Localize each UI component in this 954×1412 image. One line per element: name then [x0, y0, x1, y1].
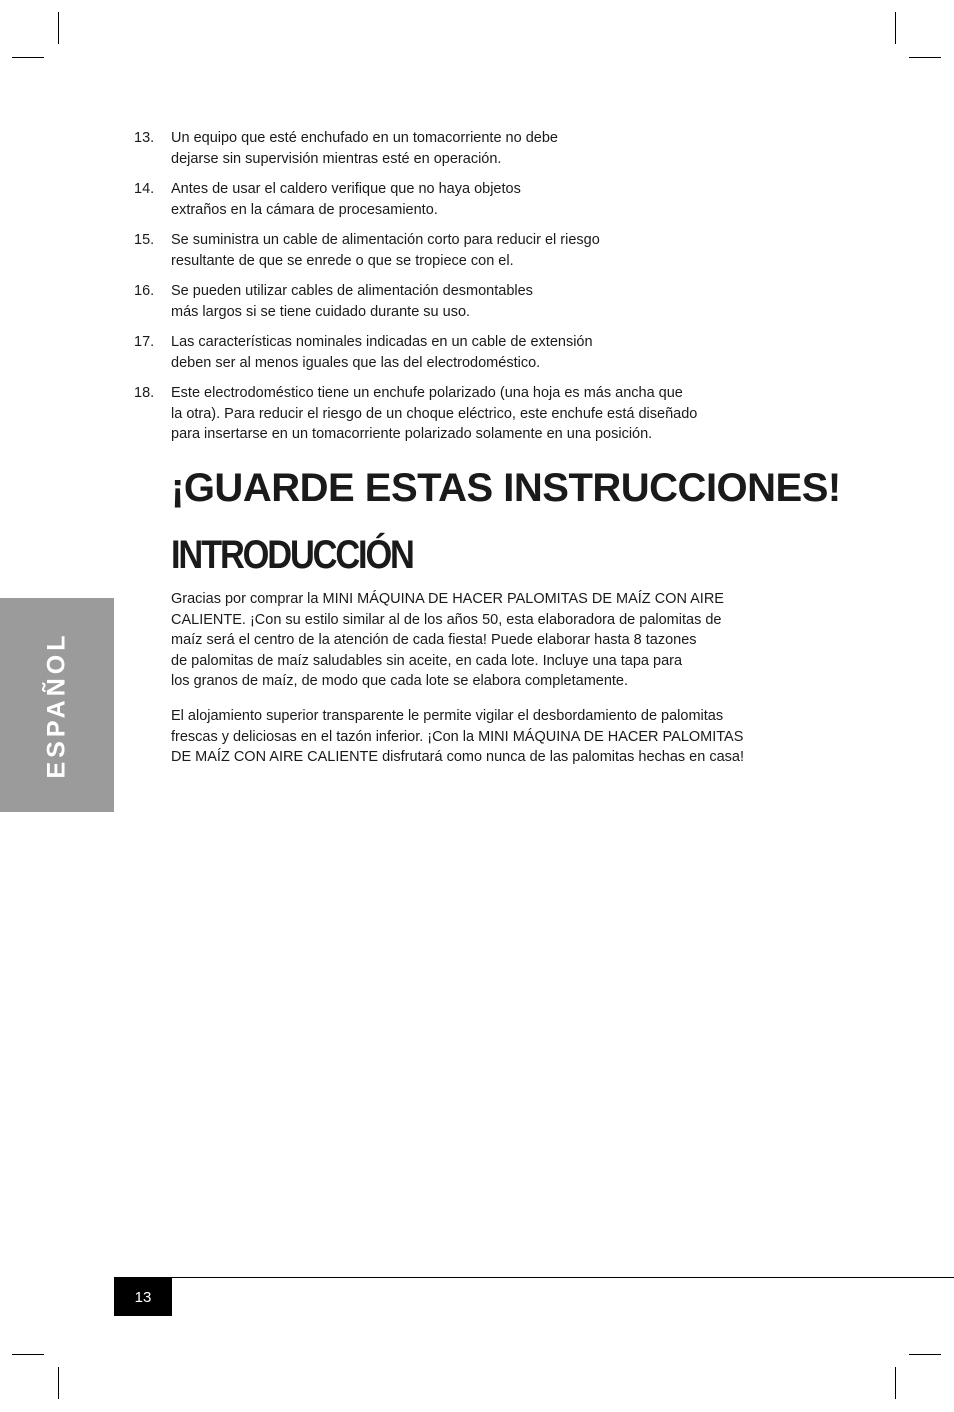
list-item — [134, 179, 774, 220]
save-instructions-heading: ¡GUARDE ESTAS INSTRUCCIONES! — [171, 466, 841, 510]
item-number: 14. — [134, 181, 155, 197]
page-number-box — [114, 1278, 172, 1316]
crop-mark — [12, 57, 44, 58]
item-number: 15. — [134, 232, 155, 248]
item-text: Se suministra un cable de alimentación corto para reducir el riesgo resultante de que se enrede o que se tropiece con el. — [171, 232, 600, 269]
item-number: 16. — [134, 283, 155, 299]
page-number: 13 — [134, 1288, 152, 1306]
list-item — [134, 230, 774, 271]
item-text: Antes de usar el caldero verifique que no haya objetos extraños en la cámara de procesamiento. — [171, 181, 521, 218]
item-number: 17. — [134, 334, 155, 350]
item-text: Un equipo que esté enchufado en un tomacorriente no debe dejarse sin supervisión mientras esté en operación. — [171, 130, 558, 167]
crop-mark — [909, 57, 941, 58]
item-text: Se pueden utilizar cables de alimentación desmontables más largos si se tiene cuidado durante su uso. — [171, 283, 533, 320]
item-text: Este electrodoméstico tiene un enchufe polarizado (una hoja es más ancha que la otra). Para reducir el riesgo de un choque eléctrico, este enchufe está diseñado para insertarse en un tomacorriente polarizado solamente en una posición. — [171, 385, 698, 442]
language-tab-label: ESPAÑOL — [42, 631, 71, 779]
crop-mark — [909, 1354, 941, 1355]
item-number: 13. — [134, 130, 155, 146]
footer-rule — [114, 1277, 954, 1278]
item-number: 18. — [134, 385, 155, 401]
list-item — [134, 281, 774, 322]
language-side-tab — [0, 598, 114, 812]
intro-paragraph-1: Gracias por comprar la MINI MÁQUINA DE HACER PALOMITAS DE MAÍZ CON AIRE CALIENTE. ¡Con su estilo similar al de los años 50, esta elaboradora de palomitas de maíz será el centro de la atención de cada fiesta! Puede elaborar hasta 8 tazones de palomitas de maíz saludables sin aceite, en cada lote. Incluye una tapa para los granos de maíz, de modo que cada lote se elabora completamente. — [171, 591, 724, 690]
intro-paragraph-2: El alojamiento superior transparente le permite vigilar el desbordamiento de palomitas frescas y deliciosas en el tazón inferior. ¡Con la MINI MÁQUINA DE HACER PALOMITAS DE MAÍZ CON AIRE CALIENTE disfrutará como nunca de las palomitas hechas en casa! — [171, 708, 744, 766]
item-text: Las características nominales indicadas en un cable de extensión deben ser al menos iguales que las del electrodoméstico. — [171, 334, 593, 371]
introduction-heading: INTRODUCCIÓN — [171, 533, 413, 577]
crop-mark — [58, 12, 59, 44]
crop-mark — [12, 1354, 44, 1355]
crop-mark — [58, 1367, 59, 1399]
crop-mark — [895, 1367, 896, 1399]
safety-instructions-list — [134, 128, 774, 455]
crop-mark — [895, 12, 896, 44]
list-item — [134, 128, 774, 169]
list-item — [134, 383, 774, 445]
list-item — [134, 332, 774, 373]
